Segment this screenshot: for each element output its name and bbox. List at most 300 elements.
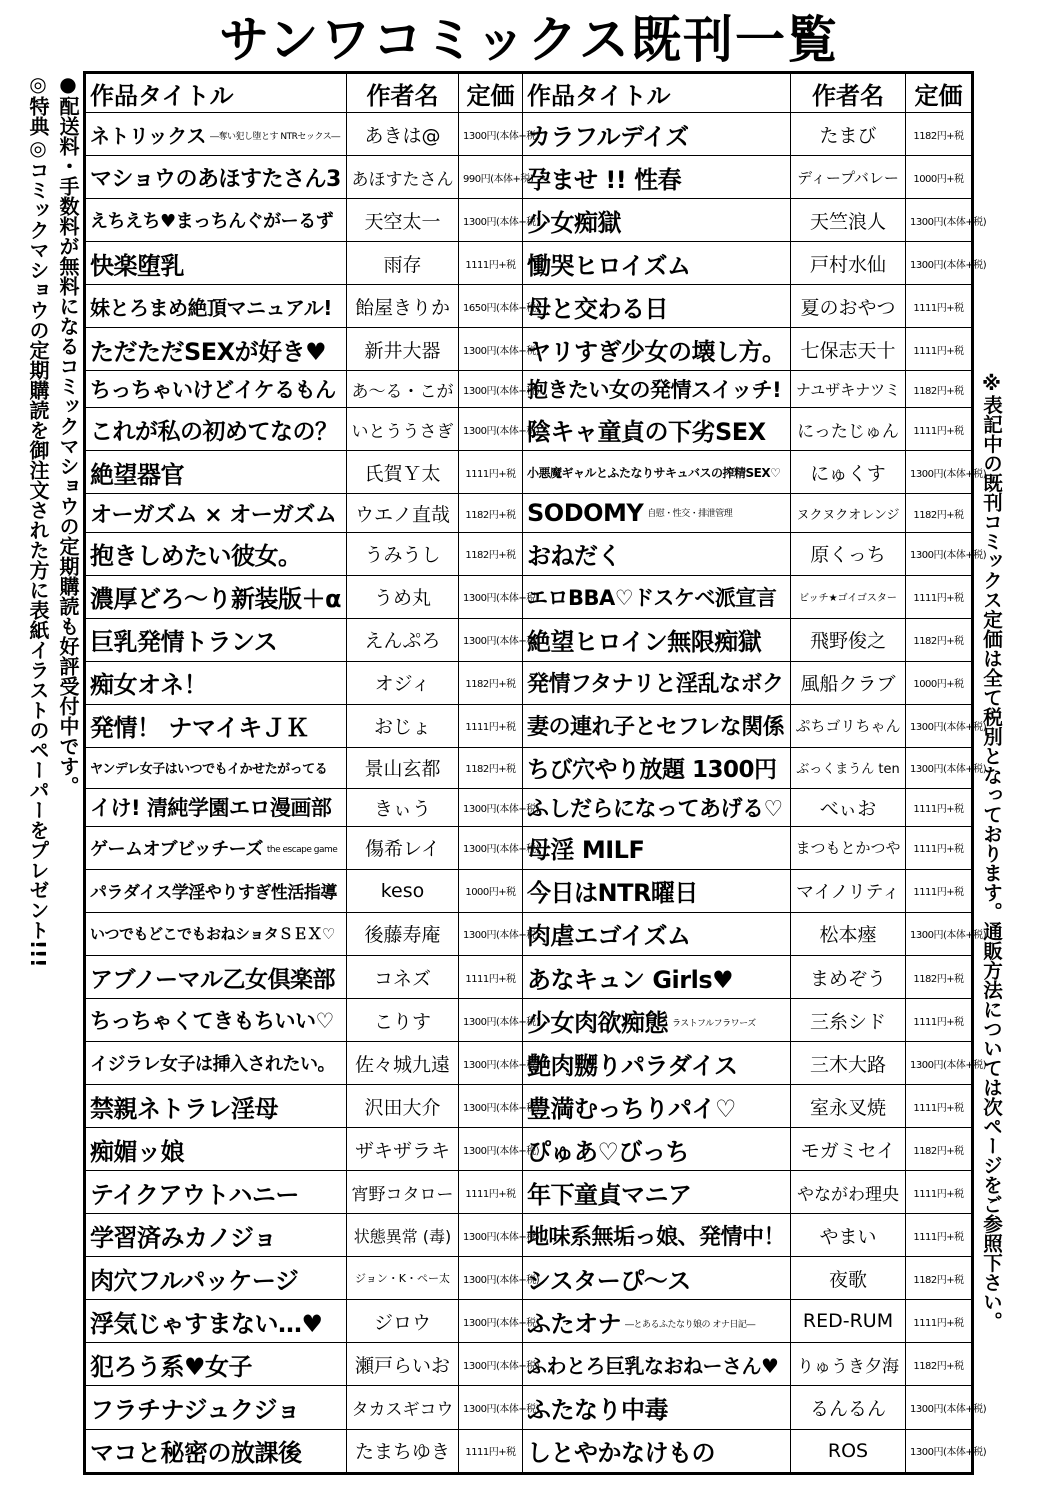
- book-title-text: 絶望器官: [90, 460, 184, 489]
- table-row: [85, 1429, 973, 1473]
- book-price: [906, 1429, 987, 1473]
- book-author: [347, 1300, 459, 1343]
- table-row: [85, 826, 973, 869]
- book-title: [523, 869, 791, 912]
- book-price: [459, 956, 523, 999]
- table-row: [85, 1257, 973, 1300]
- book-price-text: 1111円+税: [913, 1188, 964, 1200]
- book-title: [85, 912, 347, 955]
- book-author-text: きぃう: [373, 797, 431, 820]
- book-price: [906, 869, 973, 912]
- table-row: [85, 1128, 973, 1171]
- book-title-text: ちび穴やり放題 1300円: [527, 757, 777, 784]
- table-row: [85, 575, 973, 618]
- book-author: [347, 285, 459, 328]
- book-price-text: 1300円(本体+税): [463, 1145, 540, 1157]
- book-title-text: 絶望ヒロイン無限痴獄: [527, 628, 762, 657]
- book-price: [906, 1214, 973, 1257]
- book-price: [906, 532, 987, 575]
- book-author-text: 風船クラブ: [800, 673, 896, 696]
- book-author-text: コネズ: [373, 967, 431, 990]
- book-author: [791, 999, 906, 1042]
- book-author: [347, 1171, 459, 1214]
- book-author-text: たまちゆき: [354, 1441, 450, 1464]
- book-author: [791, 618, 906, 661]
- page-title: サンワコミックス既刊一覧: [219, 11, 839, 69]
- book-title-text: ぴゅあ♡びっち: [527, 1137, 690, 1166]
- book-author-text: えんぷろ: [364, 630, 441, 653]
- book-price: [459, 1214, 540, 1257]
- book-author-text: 戸村水仙: [809, 253, 886, 276]
- table-row: [85, 156, 973, 199]
- book-title-text: 艶肉嬲りパラダイス: [527, 1051, 738, 1080]
- book-title-text: 濃厚どろ～り新装版＋α: [90, 585, 341, 614]
- book-title: [523, 1343, 791, 1386]
- book-price-text: 1182円+税: [913, 1145, 964, 1157]
- book-author-text: 三糸シド: [809, 1010, 886, 1033]
- book-price-text: 1182円+税: [465, 550, 516, 562]
- book-price: [906, 956, 973, 999]
- book-title-text: 少女痴獄: [527, 208, 621, 237]
- book-title-text: 小悪魔ギャルとふたなりサキュバスの搾精SEX♡: [527, 465, 781, 480]
- book-price: [459, 747, 523, 788]
- book-price: [906, 661, 973, 704]
- book-title-text: 巨乳発情トランス: [90, 628, 278, 657]
- table-row: [85, 618, 973, 661]
- book-title: [85, 1343, 347, 1386]
- book-title: [523, 156, 791, 199]
- book-title-text: しとやかなけもの: [527, 1439, 715, 1468]
- book-price-text: 1182円+税: [913, 636, 964, 648]
- book-title: [523, 242, 791, 285]
- book-title: [85, 826, 347, 869]
- book-price-text: 1111円+税: [465, 259, 516, 271]
- book-author: [791, 1085, 906, 1128]
- book-price-text: 1111円+税: [913, 1102, 964, 1114]
- book-author: [347, 408, 459, 451]
- book-price-text: 1300円(本体+税): [910, 259, 987, 271]
- book-title: [85, 1171, 347, 1214]
- book-price-text: 1300円(本体+税): [910, 1447, 987, 1459]
- book-author-text: 新井大器: [364, 339, 441, 362]
- book-author: [791, 113, 906, 156]
- book-title-text: 抱きしめたい彼女。: [90, 542, 302, 571]
- book-author: [791, 408, 906, 451]
- book-price: [906, 826, 973, 869]
- book-author: [347, 661, 459, 704]
- table-row: [85, 242, 973, 285]
- comics-catalog-table: [83, 71, 987, 1475]
- book-title: [523, 826, 791, 869]
- book-title: [85, 1386, 347, 1429]
- book-author-text: 雨存: [383, 253, 422, 276]
- book-price-text: 1300円(本体+税): [463, 130, 540, 142]
- book-price-text: 1300円(本体+税): [463, 930, 540, 942]
- book-title: [85, 494, 347, 532]
- book-title: [85, 532, 347, 575]
- book-title-text: パラダイス学淫やりすぎ性活指導: [90, 883, 337, 904]
- book-price: [459, 826, 540, 869]
- book-title: [85, 408, 347, 451]
- book-price-text: 1300円(本体+税): [910, 722, 987, 734]
- book-title: [523, 1429, 791, 1473]
- book-author-text: 三木大路: [809, 1053, 886, 1076]
- book-title-text: 孕ませ !! 性春: [527, 165, 682, 194]
- book-title-text: おねだく: [527, 542, 621, 571]
- book-author: [347, 704, 459, 747]
- header-title: 作品タイトル: [85, 73, 347, 113]
- book-title: [523, 1257, 791, 1300]
- book-author-text: にゅくす: [810, 462, 886, 485]
- book-author-text: ぷちゴリちゃん: [795, 717, 901, 736]
- book-title: [523, 1300, 791, 1343]
- book-price: [906, 1042, 987, 1085]
- book-title-text: あなキュン Girls♥: [527, 965, 734, 994]
- header-author: 作者名: [791, 73, 906, 113]
- book-title-text: えちえち♥まっちんぐがーるず: [90, 211, 334, 233]
- book-price: [459, 788, 540, 826]
- book-title: [523, 747, 791, 788]
- book-price: [459, 1171, 523, 1214]
- book-price: [906, 1085, 973, 1128]
- book-price: [906, 747, 987, 788]
- header-author: 作者名: [347, 73, 459, 113]
- book-author: [347, 999, 459, 1042]
- table-row: [85, 1171, 973, 1214]
- book-price-text: 1300円(本体+税): [910, 930, 987, 942]
- book-author: [347, 826, 459, 869]
- book-author-text: おじょ: [373, 716, 431, 739]
- book-price-text: 1111円+税: [465, 1447, 516, 1459]
- book-price-text: 1300円(本体+税): [463, 1360, 540, 1372]
- book-title-text: 慟哭ヒロイズム: [527, 251, 691, 280]
- book-author-text: ザキザラキ: [354, 1139, 450, 1162]
- book-author-text: 宵野コタロー: [351, 1184, 454, 1205]
- book-title-text: カラフルデイズ: [527, 122, 689, 151]
- book-price-text: 1111円+税: [913, 425, 964, 437]
- book-price-text: 1111円+税: [913, 1016, 964, 1028]
- book-author-text: 天竺浪人: [809, 210, 886, 233]
- book-price: [459, 1300, 540, 1343]
- book-title-text: アブノーマル乙女倶楽部: [90, 966, 335, 993]
- book-title: [85, 956, 347, 999]
- book-author-text: RED-RUM: [802, 1310, 894, 1333]
- book-author-text: 松本瘞: [819, 924, 877, 947]
- book-price-text: 1300円(本体+税): [463, 803, 540, 815]
- book-price-text: 1182円+税: [913, 973, 964, 985]
- book-author-text: あ～る・こが: [351, 381, 454, 402]
- catalog-body: [85, 113, 987, 1474]
- book-author-text: たまび: [819, 124, 877, 147]
- book-title-text: マショウのあほすたさん3: [90, 166, 341, 192]
- table-row: [85, 1386, 973, 1429]
- book-author-text: 飴屋きりか: [354, 296, 450, 319]
- table-row: [85, 661, 973, 704]
- book-price: [906, 451, 987, 494]
- book-title: [85, 1042, 347, 1085]
- book-author-text: 瀬戸らいお: [354, 1354, 450, 1377]
- book-author: [791, 1429, 906, 1473]
- book-title-text: ただただSEXが好き♥: [90, 337, 327, 366]
- book-price: [459, 1386, 540, 1429]
- book-title: [523, 199, 791, 242]
- book-price: [459, 494, 523, 532]
- book-author-text: あほすたさん: [351, 169, 454, 190]
- book-title: [85, 618, 347, 661]
- table-row: [85, 451, 973, 494]
- book-price: [906, 328, 973, 371]
- header-price: 定価: [459, 73, 523, 113]
- book-author: [791, 747, 906, 788]
- book-author-text: オジィ: [374, 673, 431, 696]
- book-price-text: 1182円+税: [465, 679, 516, 691]
- book-author: [791, 869, 906, 912]
- book-author: [791, 1300, 906, 1343]
- book-title: [523, 494, 791, 532]
- book-author-text: タカスギコウ: [351, 1399, 454, 1420]
- book-author-text: うめ丸: [373, 587, 431, 610]
- book-price-text: 1300円(本体+税): [910, 1059, 987, 1071]
- book-author: [791, 1343, 906, 1386]
- book-subtitle: ―とあるふたなり娘の オナ日記―: [625, 1319, 755, 1330]
- book-title-text: 地味系無垢っ娘、発情中！: [527, 1224, 786, 1250]
- book-title-text: 犯ろう系♥女子: [90, 1352, 253, 1381]
- book-author-text: マイノリティ: [795, 881, 901, 903]
- book-title-text: マコと秘密の放課後: [90, 1439, 302, 1468]
- book-author-text: 七保志天十: [800, 339, 896, 362]
- book-title-text: 少女肉欲痴態: [527, 1008, 668, 1037]
- book-price-text: 1111円+税: [913, 345, 964, 357]
- book-title: [523, 788, 791, 826]
- book-title-text: ネトリックス: [90, 123, 206, 148]
- book-title-text: ヤンデレ女子はいつでもイかせたがってる: [90, 762, 328, 778]
- book-author-text: 後藤寿庵: [364, 924, 441, 947]
- book-author-text: まつもとかつや: [795, 839, 901, 858]
- book-title-text: 浮気じゃすまない…♥: [90, 1309, 323, 1338]
- book-author: [347, 1386, 459, 1429]
- book-price-text: 1650円(本体+税): [463, 302, 540, 314]
- header-price: 定価: [906, 73, 973, 113]
- book-author: [791, 826, 906, 869]
- book-price: [906, 156, 973, 199]
- book-price-text: 1300円(本体+税): [910, 1403, 987, 1415]
- table-row: [85, 328, 973, 371]
- book-author-text: いとううさぎ: [351, 421, 454, 442]
- book-author: [347, 494, 459, 532]
- book-author: [791, 575, 906, 618]
- table-row: [85, 1042, 973, 1085]
- book-price-text: 1300円(本体+税): [910, 216, 987, 228]
- book-title: [523, 285, 791, 328]
- book-author: [791, 1386, 906, 1429]
- book-author-text: ジョン・K・ペー太: [355, 1272, 450, 1286]
- book-price: [906, 371, 973, 408]
- book-price-text: 1000円+税: [913, 679, 964, 691]
- book-author-text: こりす: [373, 1010, 431, 1033]
- table-row: [85, 494, 973, 532]
- book-price-text: 1300円(本体+税): [463, 216, 540, 228]
- book-title: [85, 242, 347, 285]
- book-title-text: ふわとろ巨乳なおねーさん♥: [527, 1353, 779, 1378]
- table-header-row: [85, 73, 973, 113]
- book-price: [459, 1257, 540, 1300]
- book-price: [459, 408, 540, 451]
- book-title: [85, 285, 347, 328]
- book-price: [459, 704, 523, 747]
- table-row: [85, 371, 973, 408]
- book-title-text: 肉虐エゴイズム: [527, 922, 691, 951]
- book-title-text: 母と交わる日: [527, 294, 668, 323]
- book-title: [523, 1214, 791, 1257]
- book-title: [523, 408, 791, 451]
- table-row: [85, 747, 973, 788]
- book-price: [459, 199, 540, 242]
- book-author-text: 室永叉焼: [809, 1096, 886, 1119]
- book-price: [459, 1343, 540, 1386]
- book-price: [459, 328, 540, 371]
- book-price-text: 990円(本体+税): [463, 173, 534, 185]
- book-author: [791, 912, 906, 955]
- book-author: [347, 575, 459, 618]
- book-title: [85, 156, 347, 199]
- book-author: [347, 1343, 459, 1386]
- book-author-text: にったじゅん: [797, 421, 899, 442]
- book-price: [906, 618, 973, 661]
- book-title-text: 痴媚ッ娘: [90, 1137, 184, 1166]
- book-title-text: いつでもどこでもおねショタＳＥＸ♡: [90, 925, 335, 944]
- book-author-text: ROS: [827, 1439, 869, 1462]
- book-title: [85, 661, 347, 704]
- book-price-text: 1182円+税: [913, 1360, 964, 1372]
- book-title: [523, 956, 791, 999]
- book-title: [523, 1128, 791, 1171]
- book-author: [347, 912, 459, 955]
- book-price: [459, 371, 540, 408]
- bonus-notice: ◎特典◎コミックマショウの定期購読を御注文された方に表紙イラストのペーパーをプレゼント!!!: [26, 72, 50, 968]
- book-title: [523, 328, 791, 371]
- book-title-text: 今日はNTR曜日: [527, 879, 698, 908]
- book-author: [791, 328, 906, 371]
- table-row: [85, 1214, 973, 1257]
- book-author-text: 夏のおやつ: [800, 296, 896, 319]
- book-author-text: 沢田大介: [364, 1096, 441, 1119]
- table-row: [85, 1085, 973, 1128]
- book-title: [85, 999, 347, 1042]
- book-price: [906, 408, 973, 451]
- book-price-text: 1111円+税: [913, 887, 964, 899]
- book-title: [85, 788, 347, 826]
- book-author-text: やながわ理央: [797, 1184, 899, 1205]
- book-author: [791, 532, 906, 575]
- book-title: [523, 532, 791, 575]
- book-title: [85, 869, 347, 912]
- book-author: [791, 285, 906, 328]
- book-subtitle: 自慰・性交・排泄管理: [647, 509, 733, 520]
- book-price-text: 1300円(本体+税): [463, 593, 540, 605]
- book-price: [459, 1085, 540, 1128]
- table-row: [85, 1343, 973, 1386]
- book-price: [906, 912, 987, 955]
- table-row: [85, 956, 973, 999]
- book-title: [85, 199, 347, 242]
- book-author: [791, 451, 906, 494]
- book-price: [906, 494, 973, 532]
- book-title: [85, 1085, 347, 1128]
- book-price: [906, 1386, 987, 1429]
- book-price-text: 1111円+税: [465, 1188, 516, 1200]
- book-title-text: フラチナジュクジョ: [90, 1395, 301, 1424]
- book-title: [85, 1257, 347, 1300]
- book-title-text: 快楽堕乳: [90, 251, 184, 280]
- table-row: [85, 869, 973, 912]
- book-author-text: 佐々城九遠: [354, 1053, 450, 1076]
- book-price: [906, 788, 973, 826]
- book-author-text: 景山玄都: [364, 758, 441, 781]
- book-author: [347, 1085, 459, 1128]
- book-title-text: 禁親ネトラレ淫母: [90, 1094, 278, 1123]
- book-price: [459, 1042, 540, 1085]
- book-price-text: 1111円+税: [465, 973, 516, 985]
- book-author: [791, 1214, 906, 1257]
- book-author: [347, 1128, 459, 1171]
- book-price: [906, 704, 987, 747]
- book-price: [906, 575, 973, 618]
- book-title: [85, 575, 347, 618]
- book-author-text: 夜歌: [828, 1268, 867, 1291]
- book-author: [791, 199, 906, 242]
- book-author: [791, 242, 906, 285]
- price-note: ※表記中の既刊コミックス定価は全て税別となっております。通販方法については次ページをご参照下さい。: [980, 372, 1003, 1331]
- book-title-text: 年下童貞マニア: [527, 1180, 692, 1209]
- book-title: [85, 1300, 347, 1343]
- book-author-text: やまい: [819, 1225, 877, 1248]
- book-title: [85, 1214, 347, 1257]
- book-price-text: 1111円+税: [913, 803, 964, 815]
- book-price-text: 1300円(本体+税): [463, 1274, 540, 1286]
- book-author: [791, 704, 906, 747]
- book-author: [347, 199, 459, 242]
- book-title: [523, 1042, 791, 1085]
- book-title: [523, 575, 791, 618]
- book-price: [906, 1128, 973, 1171]
- book-price: [459, 575, 540, 618]
- book-price-text: 1300円(本体+税): [910, 764, 987, 776]
- book-price-text: 1300円(本体+税): [463, 636, 540, 648]
- book-author: [791, 371, 906, 408]
- book-author: [791, 494, 906, 532]
- book-price-text: 1111円+税: [913, 302, 964, 314]
- book-author: [791, 661, 906, 704]
- book-title: [523, 451, 791, 494]
- book-title-text: イけ! 清純学園エロ漫画部: [90, 796, 332, 821]
- book-price-text: 1300円(本体+税): [910, 468, 987, 480]
- book-author-text: まめぞう: [809, 967, 886, 990]
- book-price: [459, 285, 540, 328]
- book-title-text: これが私の初めてなの？: [90, 418, 338, 445]
- book-subtitle: ラストフルフラワーズ: [672, 1018, 756, 1029]
- book-title: [523, 1171, 791, 1214]
- book-title-text: シスターぴ～ス: [527, 1266, 691, 1295]
- book-price: [459, 618, 540, 661]
- book-title: [523, 912, 791, 955]
- book-author: [347, 869, 459, 912]
- book-author: [791, 1171, 906, 1214]
- book-author-text: 状態異常 (毒): [353, 1226, 452, 1246]
- book-author-text: 原くっち: [810, 544, 886, 567]
- book-price-text: 1000円+税: [913, 173, 964, 185]
- book-title-text: 肉穴フルパッケージ: [90, 1266, 299, 1295]
- book-author: [791, 1128, 906, 1171]
